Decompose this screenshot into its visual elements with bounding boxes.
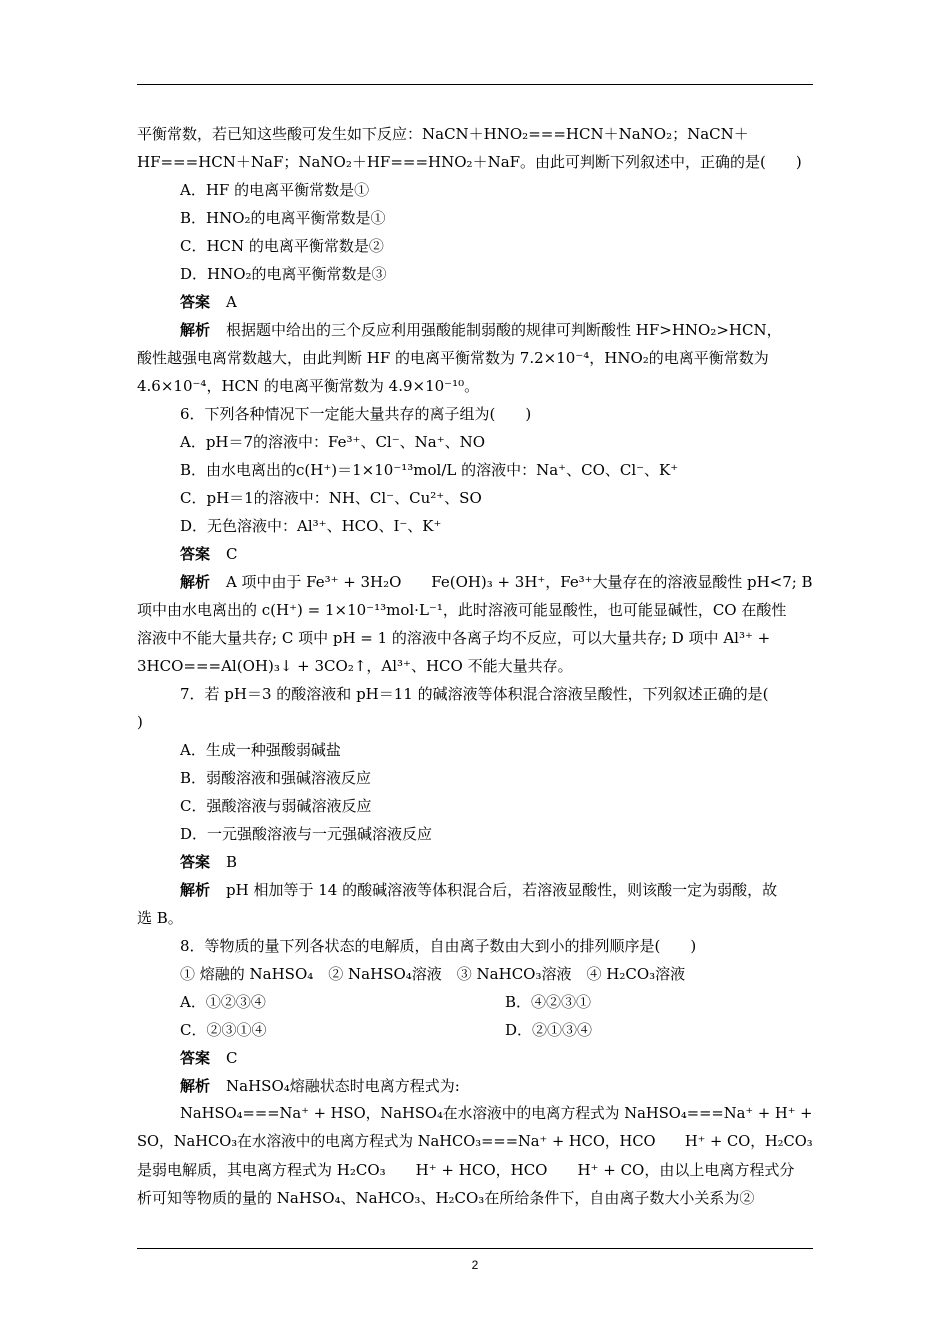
line-text: 溶液中不能大量共存; C 项中 pH = 1 的溶液中各离子均不反应，可以大量共存; D 项中 Al³⁺ + — [137, 629, 771, 647]
line-text: C．强酸溶液与弱碱溶液反应 — [180, 797, 372, 815]
text-line — [180, 768, 813, 788]
text-line — [180, 292, 813, 312]
line-text: 平衡常数，若已知这些酸可发生如下反应：NaCN＋HNO₂===HCN＋NaNO₂；NaCN＋ — [137, 125, 749, 143]
line-text: 4.6×10⁻⁴，HCN 的电离平衡常数为 4.9×10⁻¹⁰。 — [137, 377, 480, 395]
text-line — [137, 348, 813, 368]
line-text: B．由水电离出的c(H⁺)＝1×10⁻¹³mol/L 的溶液中：Na⁺、CO、Cl⁻、K⁺ — [180, 461, 679, 479]
text-line — [180, 460, 813, 480]
line-text: ① 熔融的 NaHSO₄ ② NaHSO₄溶液 ③ NaHCO₃溶液 ④ H₂CO₃溶液 — [180, 965, 686, 983]
line-text: C．pH＝1的溶液中：NH、Cl⁻、Cu²⁺、SO — [180, 489, 482, 507]
text-line — [180, 936, 813, 956]
text-line — [137, 1132, 813, 1152]
line-text: 项中由水电离出的 c(H⁺) = 1×10⁻¹³mol·L⁻¹，此时溶液可能显酸性，也可能显碱性，CO 在酸性 — [137, 601, 787, 619]
line-text: D．无色溶液中：Al³⁺、HCO、I⁻、K⁺ — [180, 517, 442, 535]
text-line — [180, 404, 813, 424]
answer-label: 解析 — [180, 1077, 211, 1095]
line-text: D．②①③④ — [505, 1021, 593, 1039]
line-text: A．pH＝7的溶液中：Fe³⁺、Cl⁻、Na⁺、NO — [180, 433, 486, 451]
text-line — [180, 208, 813, 228]
line-text: A — [226, 293, 237, 311]
line-text: 选 B。 — [137, 909, 183, 927]
text-line — [180, 180, 813, 200]
text-line — [180, 964, 813, 984]
footer-rule — [137, 1248, 813, 1249]
line-text: 8．等物质的量下列各状态的电解质，自由离子数由大到小的排列顺序是( ) — [180, 937, 697, 955]
line-text: 根据题中给出的三个反应利用强酸能制弱酸的规律可判断酸性 HF>HNO₂>HCN， — [226, 321, 782, 339]
line-text: NaHSO₄===Na⁺ + HSO，NaHSO₄在水溶液中的电离方程式为 NaHSO₄===Na⁺ + H⁺ + — [180, 1105, 813, 1122]
text-line — [180, 488, 813, 508]
line-text: B．弱酸溶液和强碱溶液反应 — [180, 769, 372, 787]
text-line — [180, 572, 813, 592]
text-line — [137, 152, 813, 172]
text-line — [137, 1160, 813, 1180]
answer-label: 解析 — [180, 881, 211, 899]
line-text: 7．若 pH＝3 的酸溶液和 pH＝11 的碱溶液等体积混合溶液呈酸性，下列叙述正确的是( — [180, 685, 769, 703]
line-text: C．HCN 的电离平衡常数是② — [180, 237, 384, 255]
answer-label: 答案 — [180, 545, 211, 563]
line-text: A．HF 的电离平衡常数是① — [180, 181, 370, 199]
line-text: B．④②③① — [505, 993, 592, 1011]
text-line — [180, 320, 813, 340]
text-line — [180, 432, 813, 452]
header-rule — [137, 84, 813, 85]
answer-label: 解析 — [180, 321, 211, 339]
text-line — [137, 1188, 813, 1208]
line-text: D．一元强酸溶液与一元强碱溶液反应 — [180, 825, 433, 843]
answer-label: 解析 — [180, 573, 210, 591]
text-line — [137, 600, 813, 620]
line-text: 酸性越强电离常数越大，由此判断 HF 的电离平衡常数为 7.2×10⁻⁴，HNO₂的电离平衡常数为 — [137, 349, 769, 367]
text-line — [180, 1104, 813, 1124]
text-line — [180, 236, 813, 256]
text-line — [180, 684, 813, 704]
line-text: C — [226, 1049, 238, 1067]
text-line — [180, 852, 813, 872]
line-text: HF===HCN＋NaF；NaNO₂＋HF===HNO₂＋NaF。由此可判断下列叙述中，正确的是( ) — [137, 153, 802, 171]
answer-label: 答案 — [180, 853, 211, 871]
text-line — [137, 712, 813, 732]
line-text: 3HCO===Al(OH)₃↓ + 3CO₂↑，Al³⁺、HCO 不能大量共存。 — [137, 657, 573, 675]
page-number: 2 — [471, 1258, 479, 1272]
line-text: NaHSO₄熔融状态时电离方程式为: — [226, 1077, 460, 1095]
line-text: ) — [137, 713, 143, 731]
line-text: SO，NaHCO₃在水溶液中的电离方程式为 NaHCO₃===Na⁺ + HCO，HCO H⁺ + CO，H₂CO₃ — [137, 1133, 813, 1150]
line-text: B — [226, 853, 238, 871]
line-text: 是弱电解质，其电离方程式为 H₂CO₃ H⁺ + HCO，HCO H⁺ + CO，由以上电离方程式分 — [137, 1161, 795, 1179]
text-line — [180, 740, 813, 760]
text-line — [180, 516, 813, 536]
text-line — [137, 656, 813, 676]
text-line — [180, 1048, 813, 1068]
text-line — [505, 1020, 813, 1040]
text-line — [180, 264, 813, 284]
line-text: C．②③①④ — [180, 1021, 267, 1039]
line-text: A．生成一种强酸弱碱盐 — [180, 741, 341, 759]
text-line — [180, 824, 813, 844]
text-line — [137, 124, 813, 144]
line-text: A．①②③④ — [180, 993, 266, 1011]
line-text: B．HNO₂的电离平衡常数是① — [180, 209, 386, 227]
text-line — [137, 908, 813, 928]
text-line — [505, 992, 813, 1012]
line-text: 6．下列各种情况下一定能大量共存的离子组为( ) — [180, 405, 532, 423]
line-text: D．HNO₂的电离平衡常数是③ — [180, 265, 387, 283]
line-text: 析可知等物质的量的 NaHSO₄、NaHCO₃、H₂CO₃在所给条件下，自由离子数大小关系为② — [137, 1189, 755, 1207]
answer-label: 答案 — [180, 1049, 211, 1067]
text-line — [180, 796, 813, 816]
text-line — [180, 544, 813, 564]
text-line — [180, 1076, 813, 1096]
line-text: C — [226, 545, 238, 563]
line-text: A 项中由于 Fe³⁺ + 3H₂O Fe(OH)₃ + 3H⁺，Fe³⁺大量存在的溶液显酸性 pH<7; B — [225, 573, 813, 591]
text-line — [180, 880, 813, 900]
text-line — [137, 628, 813, 648]
answer-label: 答案 — [180, 293, 211, 311]
text-line — [137, 376, 813, 396]
line-text: pH 相加等于 14 的酸碱溶液等体积混合后，若溶液显酸性，则该酸一定为弱酸，故 — [226, 881, 778, 899]
